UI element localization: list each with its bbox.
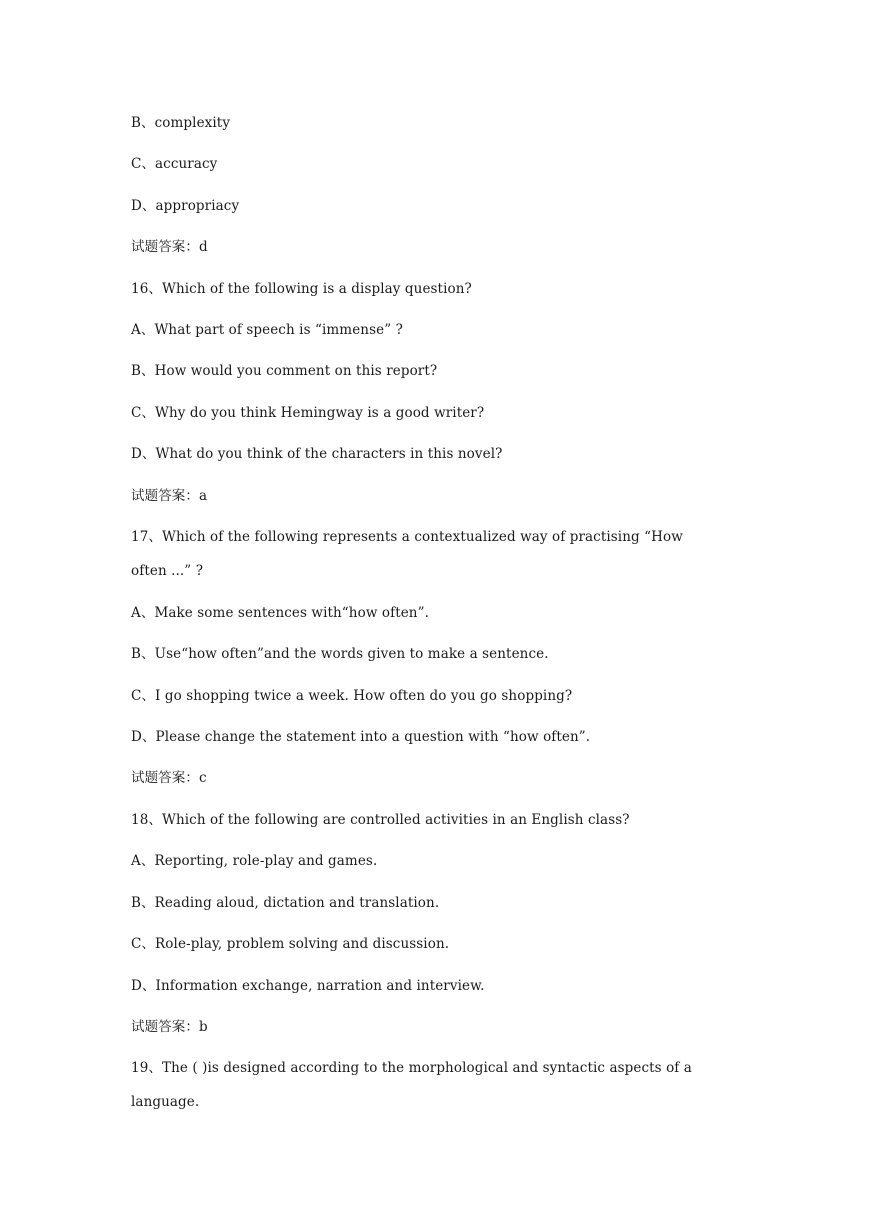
q17-option-b: B、Use“how often”and the words given to make a sentence. [131, 646, 549, 662]
question-18: 18、Which of the following are controlled activities in an English class? [131, 812, 630, 828]
question-19-line2: language. [131, 1094, 200, 1110]
q18-option-a: A、Reporting, role-play and games. [131, 853, 378, 869]
q16-option-b: B、How would you comment on this report? [131, 363, 438, 379]
answer-line: 试题答案：d [131, 239, 208, 255]
q18-option-d: D、Information exchange, narration and interview. [131, 978, 485, 994]
q17-option-c: C、I go shopping twice a week. How often do you go shopping? [131, 688, 573, 704]
question-17-line1: 17、Which of the following represents a contextualized way of practising “How [131, 529, 683, 545]
q18-option-b: B、Reading aloud, dictation and translation. [131, 895, 440, 911]
q16-option-c: C、Why do you think Hemingway is a good writer? [131, 405, 485, 421]
option-b: B、complexity [131, 115, 231, 131]
q17-option-a: A、Make some sentences with“how often”. [131, 605, 429, 621]
q16-answer: 试题答案：a [131, 488, 208, 504]
q17-option-d: D、Please change the statement into a question with “how often”. [131, 729, 591, 745]
q18-answer: 试题答案：b [131, 1019, 208, 1035]
question-19-line1: 19、The ( )is designed according to the morphological and syntactic aspects of a [131, 1060, 692, 1076]
option-c: C、accuracy [131, 156, 218, 172]
question-16: 16、Which of the following is a display question? [131, 281, 472, 297]
question-17-line2: often ...” ? [131, 563, 204, 579]
option-d: D、appropriacy [131, 198, 240, 214]
q16-option-d: D、What do you think of the characters in this novel? [131, 446, 503, 462]
q17-answer: 试题答案：c [131, 770, 207, 786]
q18-option-c: C、Role-play, problem solving and discussion. [131, 936, 450, 952]
q16-option-a: A、What part of speech is “immense” ? [131, 322, 403, 338]
